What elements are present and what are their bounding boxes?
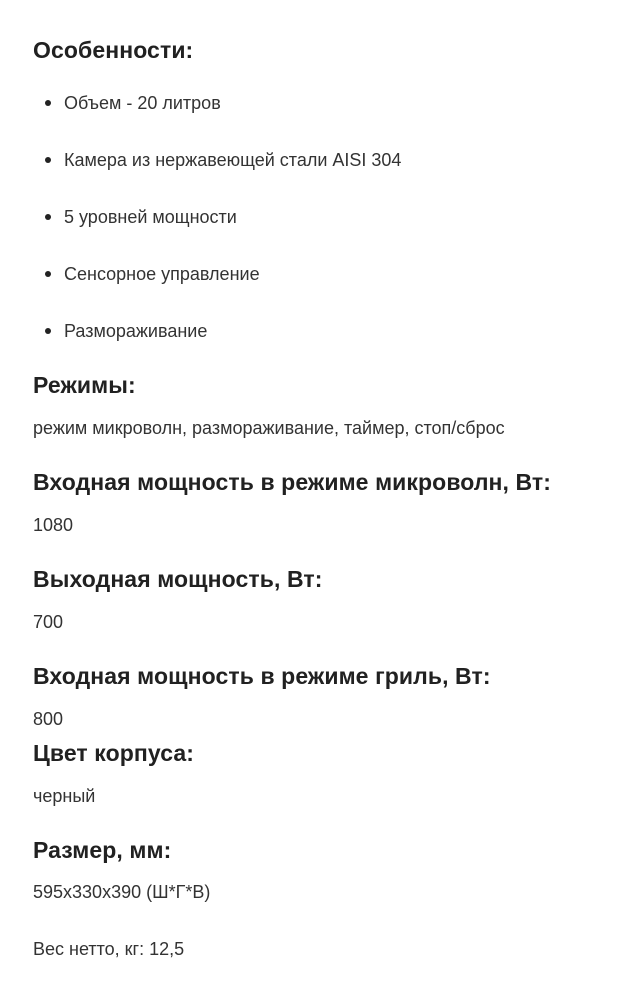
size-heading: Размер, мм: xyxy=(33,837,172,863)
modes-heading: Режимы: xyxy=(33,372,136,398)
list-item: Размораживание xyxy=(64,321,208,341)
output-power-value: 700 xyxy=(33,612,64,632)
modes-value: режим микроволн, размораживание, таймер, стоп/сброс xyxy=(33,418,505,438)
features-heading: Особенности: xyxy=(33,37,194,63)
list-item: Объем - 20 литров xyxy=(64,93,221,113)
size-value: 595x330x390 (Ш*Г*В) xyxy=(33,882,211,902)
body-color-value: черный xyxy=(33,786,96,806)
bullet-icon xyxy=(45,214,51,220)
input-power-grill-heading: Входная мощность в режиме гриль, Вт: xyxy=(33,663,491,689)
list-item: Сенсорное управление xyxy=(64,264,260,284)
list-item: 5 уровней мощности xyxy=(64,207,237,227)
list-item: Камера из нержавеющей стали AISI 304 xyxy=(64,150,402,170)
bullet-icon xyxy=(45,271,51,277)
input-power-microwave-value: 1080 xyxy=(33,515,74,535)
bullet-icon xyxy=(45,328,51,334)
input-power-grill-value: 800 xyxy=(33,709,64,729)
input-power-microwave-heading: Входная мощность в режиме микроволн, Вт: xyxy=(33,469,552,495)
bullet-icon xyxy=(45,157,51,163)
bullet-icon xyxy=(45,100,51,106)
output-power-heading: Выходная мощность, Вт: xyxy=(33,566,323,592)
net-weight-text: Вес нетто, кг: 12,5 xyxy=(33,939,185,959)
body-color-heading: Цвет корпуса: xyxy=(33,740,195,766)
